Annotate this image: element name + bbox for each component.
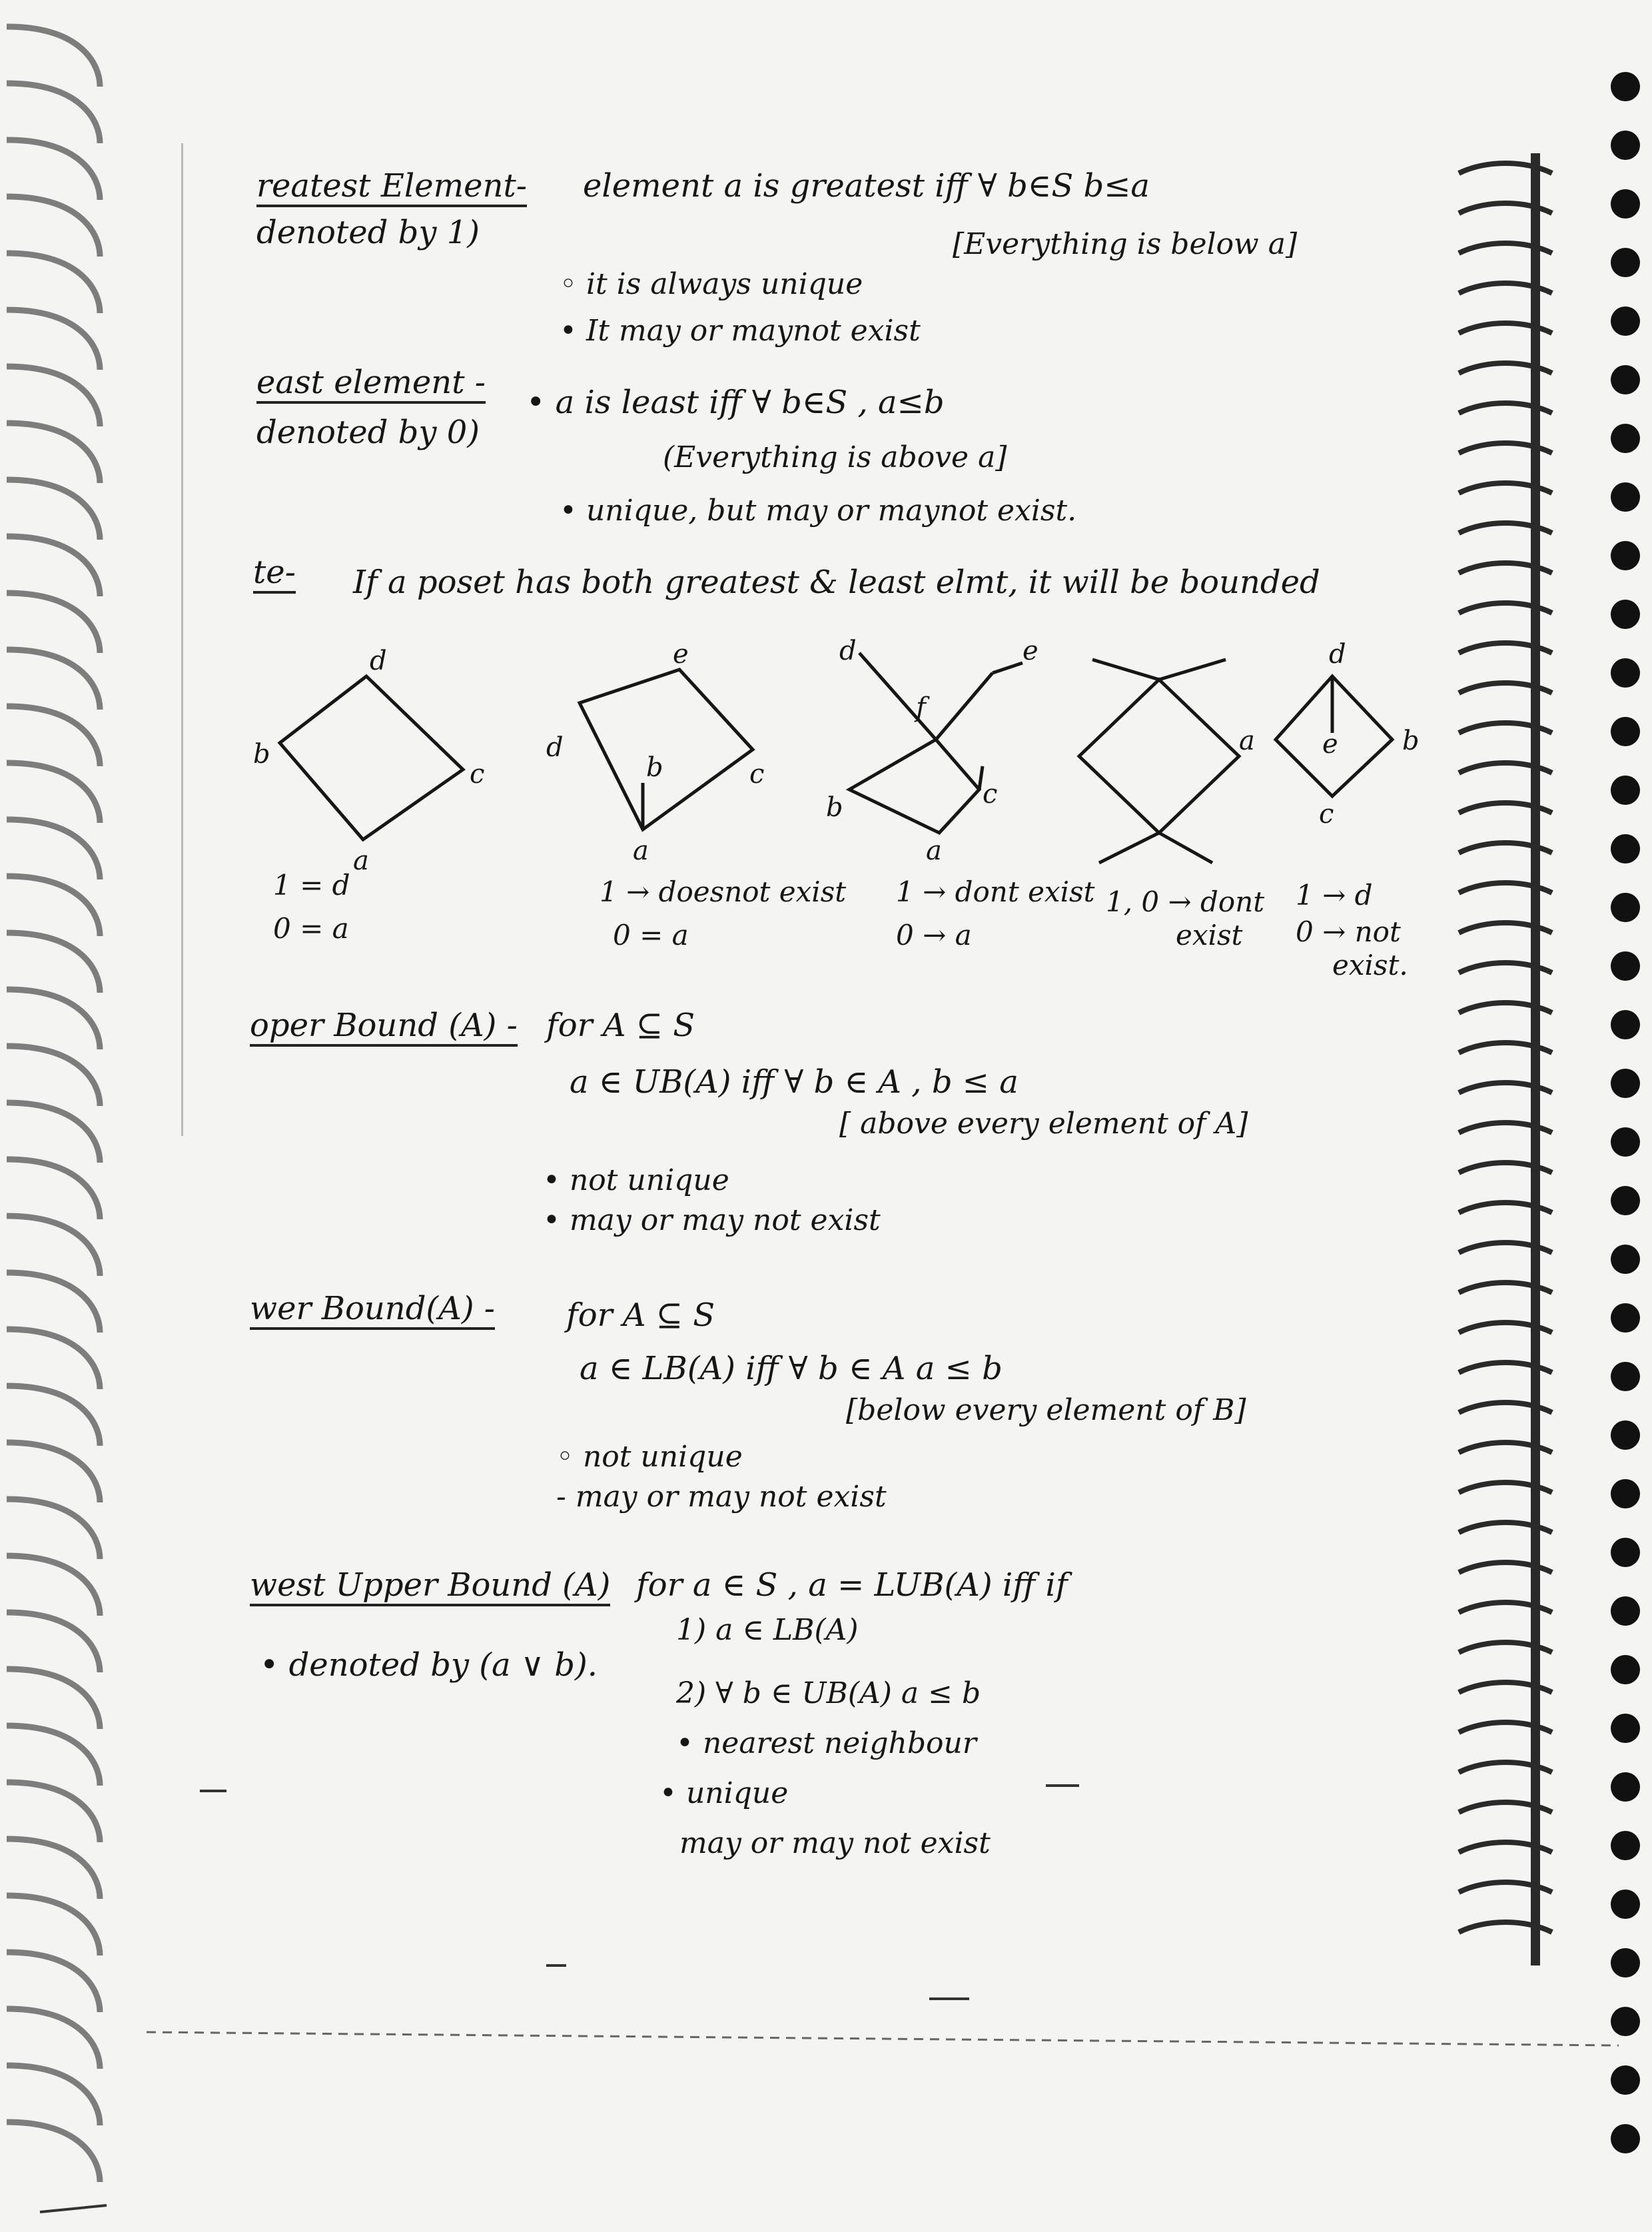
d2-note-2: 0 = a [613, 919, 689, 951]
spiral-binding-right [1446, 153, 1565, 1965]
upper-bound-bracket: [ above every element of A] [839, 1107, 1248, 1141]
d3-note-1: 1 → dont exist [896, 875, 1095, 908]
margin-line [181, 143, 183, 1136]
lub-denoted: • denoted by (a ∨ b). [260, 1646, 598, 1684]
upper-bound-definition: a ∈ UB(A) iff ∀ b ∈ A , b ≤ a [570, 1063, 1019, 1101]
d1-note-1: 1 = d [273, 869, 350, 901]
least-definition: • a is least iff ∀ b∈S , a≤b [526, 384, 945, 421]
d2-right-label: c [749, 759, 765, 790]
lower-bound-bracket: [below every element of B] [846, 1393, 1246, 1427]
d4-note-2: exist [1176, 919, 1243, 951]
d1-note-2: 0 = a [273, 912, 349, 945]
lub-point-3: may or may not exist [679, 1826, 991, 1860]
lower-bound-heading: wer Bound(A) - [250, 1293, 495, 1330]
hasse-diagrams [240, 633, 1505, 913]
d5-note-1: 1 → d [1296, 879, 1373, 911]
d3-right-label: c [983, 779, 998, 810]
lub-condition-2: 2) ∀ b ∈ UB(A) a ≤ b [676, 1676, 981, 1710]
d2-note-1: 1 → doesnot exist [600, 875, 847, 908]
d5-note-3: exist. [1332, 949, 1408, 981]
d2-inner-label: b [646, 752, 663, 783]
d4-note-1: 1, 0 → dont [1106, 885, 1265, 918]
d5-inner-label: e [1322, 729, 1338, 760]
d3-note-2: 0 → a [896, 919, 972, 951]
greatest-denoted: denoted by 1) [256, 214, 480, 251]
diagram-labels [253, 636, 1420, 876]
lub-heading: west Upper Bound (A) [250, 1569, 610, 1606]
upper-bound-point-2: • may or may not exist [543, 1203, 881, 1237]
d3-top-right-label: e [1023, 636, 1038, 666]
bottom-rules [0, 1732, 1652, 2199]
d1-top-label: d [370, 646, 387, 676]
d5-bottom-label: c [1319, 799, 1334, 830]
d3-inner-label: f [916, 692, 926, 723]
least-heading: east element - [256, 366, 486, 404]
d3-bottom-label: a [926, 836, 942, 866]
upper-bound-for: for A ⊆ S [546, 1007, 695, 1044]
d1-left-label: b [253, 739, 270, 770]
d1-right-label: c [470, 759, 485, 790]
greatest-definition: element a is greatest iff ∀ b∈S b≤a [583, 167, 1150, 205]
greatest-heading: reatest Element- [256, 170, 527, 207]
lower-bound-point-2: - may or may not exist [556, 1480, 887, 1514]
d5-left-label: a [1239, 726, 1255, 756]
d2-bottom-label: a [633, 836, 649, 866]
note-text: If a poset has both greatest & least elmt, it will be bounded [353, 564, 1320, 601]
least-bracket: (Everything is above a] [663, 440, 1007, 474]
lower-bound-for: for A ⊆ S [566, 1297, 715, 1334]
d1-bottom-label: a [353, 845, 369, 876]
d5-note-2: 0 → not [1296, 915, 1401, 948]
d5-top-label: d [1329, 639, 1346, 670]
least-denoted: denoted by 0) [256, 414, 480, 451]
d2-top-label: e [673, 639, 689, 670]
least-point-1: • unique, but may or maynot exist. [560, 494, 1077, 528]
upper-bound-heading: oper Bound (A) - [250, 1009, 518, 1047]
lower-bound-definition: a ∈ LB(A) iff ∀ b ∈ A a ≤ b [580, 1350, 1003, 1387]
lub-point-1: • nearest neighbour [676, 1726, 977, 1760]
d2-left-label: d [546, 732, 564, 763]
d3-left-label: b [826, 792, 843, 823]
lower-bound-point-1: ◦ not unique [556, 1440, 743, 1474]
greatest-bracket: [Everything is below a] [953, 227, 1298, 261]
lub-definition: for a ∈ S , a = LUB(A) iff if [636, 1566, 1068, 1604]
d5-right-label: b [1402, 726, 1420, 756]
lub-point-2: • unique [659, 1776, 789, 1810]
d3-top-left-label: d [839, 636, 857, 666]
note-label: te- [253, 556, 296, 594]
upper-bound-point-1: • not unique [543, 1163, 729, 1197]
lub-condition-1: 1) a ∈ LB(A) [676, 1613, 859, 1647]
greatest-point-1: ◦ it is always unique [560, 267, 863, 301]
greatest-point-2: • It may or maynot exist [560, 314, 921, 348]
